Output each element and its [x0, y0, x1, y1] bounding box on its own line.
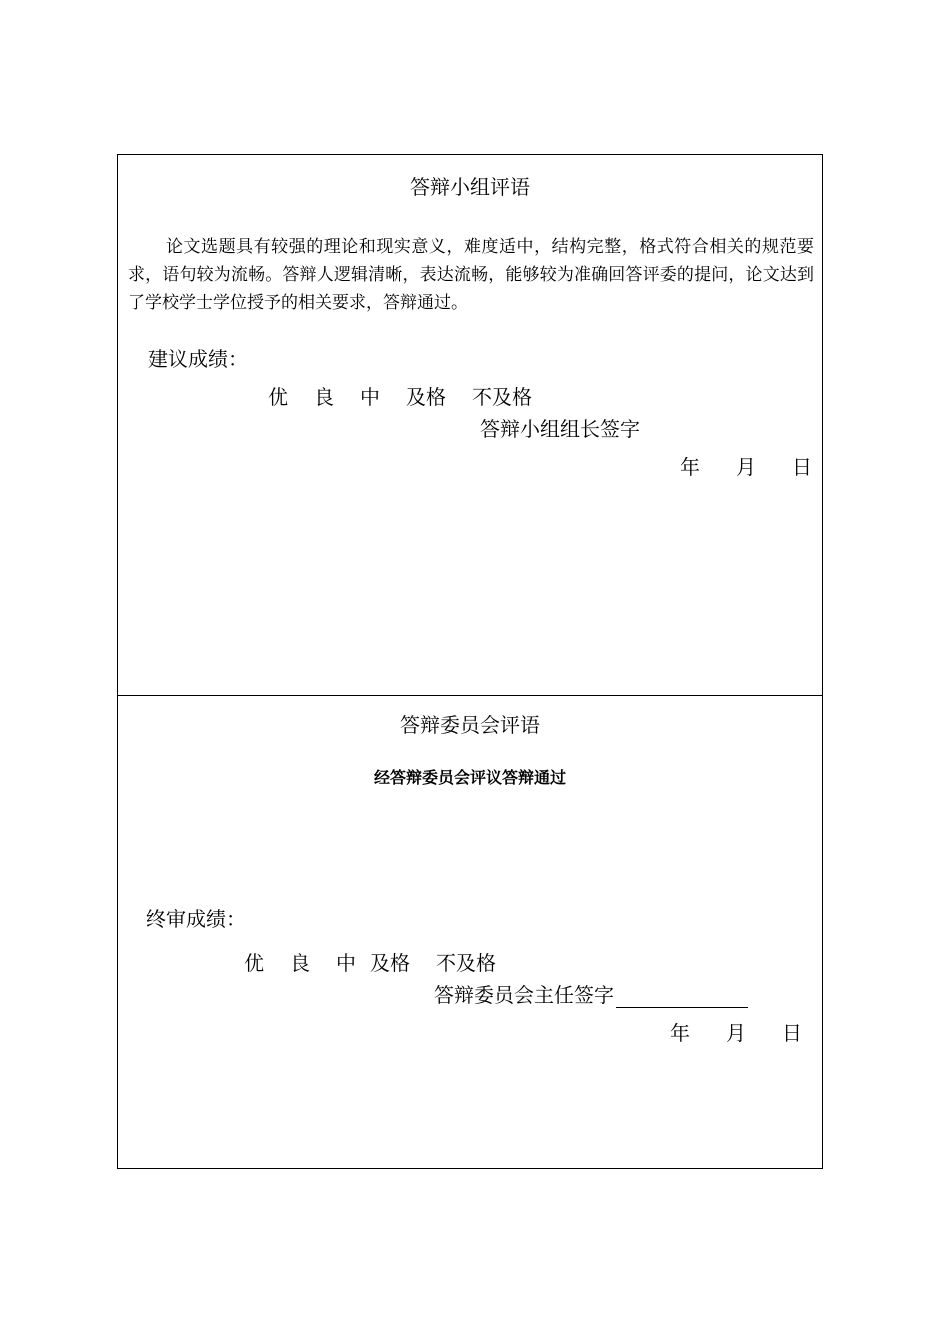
- grade-option-pass: 及格: [406, 385, 446, 409]
- date-month: 月: [736, 455, 756, 479]
- grade-option-good: 良: [314, 385, 334, 409]
- evaluation-form-table: [117, 154, 823, 1169]
- suggested-grade-label: 建议成绩：: [148, 347, 248, 371]
- date-day: 日: [792, 455, 812, 479]
- date-month: 月: [726, 1021, 746, 1045]
- committee-date: [670, 1017, 802, 1046]
- group-comment-title: 答辩小组评语: [410, 175, 530, 199]
- committee-comment-title: 答辩委员会评语: [400, 713, 540, 737]
- group-comment-section: [118, 155, 822, 696]
- suggested-grade-options: [268, 381, 532, 410]
- grade-option-fail: 不及格: [472, 385, 532, 409]
- group-leader-signature-label: 答辩小组组长签字: [480, 417, 640, 441]
- group-date: [680, 451, 812, 480]
- grade-option-excellent: 优: [244, 951, 264, 975]
- grade-option-medium: 中: [360, 385, 380, 409]
- committee-comment-text: 经答辩委员会评议答辩通过: [373, 768, 566, 787]
- committee-chair-signature-label: 答辩委员会主任签字: [434, 983, 614, 1007]
- grade-option-pass: 及格: [370, 951, 410, 975]
- grade-option-excellent: 优: [268, 385, 288, 409]
- date-day: 日: [782, 1021, 802, 1045]
- grade-option-fail: 不及格: [436, 951, 496, 975]
- group-comment-text: 论文选题具有较强的理论和现实意义，难度适中，结构完整，格式符合相关的规范要求，语句较为流畅。答辩人逻辑清晰，表达流畅，能够较为准确回答评委的提问，论文达到了学校学士学位授予的相关要求，答辩通过。: [128, 237, 814, 313]
- date-year: 年: [680, 455, 700, 479]
- date-year: 年: [670, 1021, 690, 1045]
- grade-option-medium: 中: [336, 951, 356, 975]
- final-grade-options: [244, 947, 496, 976]
- signature-line: [616, 987, 748, 1008]
- grade-option-good: 良: [290, 951, 310, 975]
- final-grade-label: 终审成绩：: [146, 907, 246, 931]
- committee-comment-section: [118, 695, 822, 1169]
- committee-chair-signature: [434, 979, 748, 1008]
